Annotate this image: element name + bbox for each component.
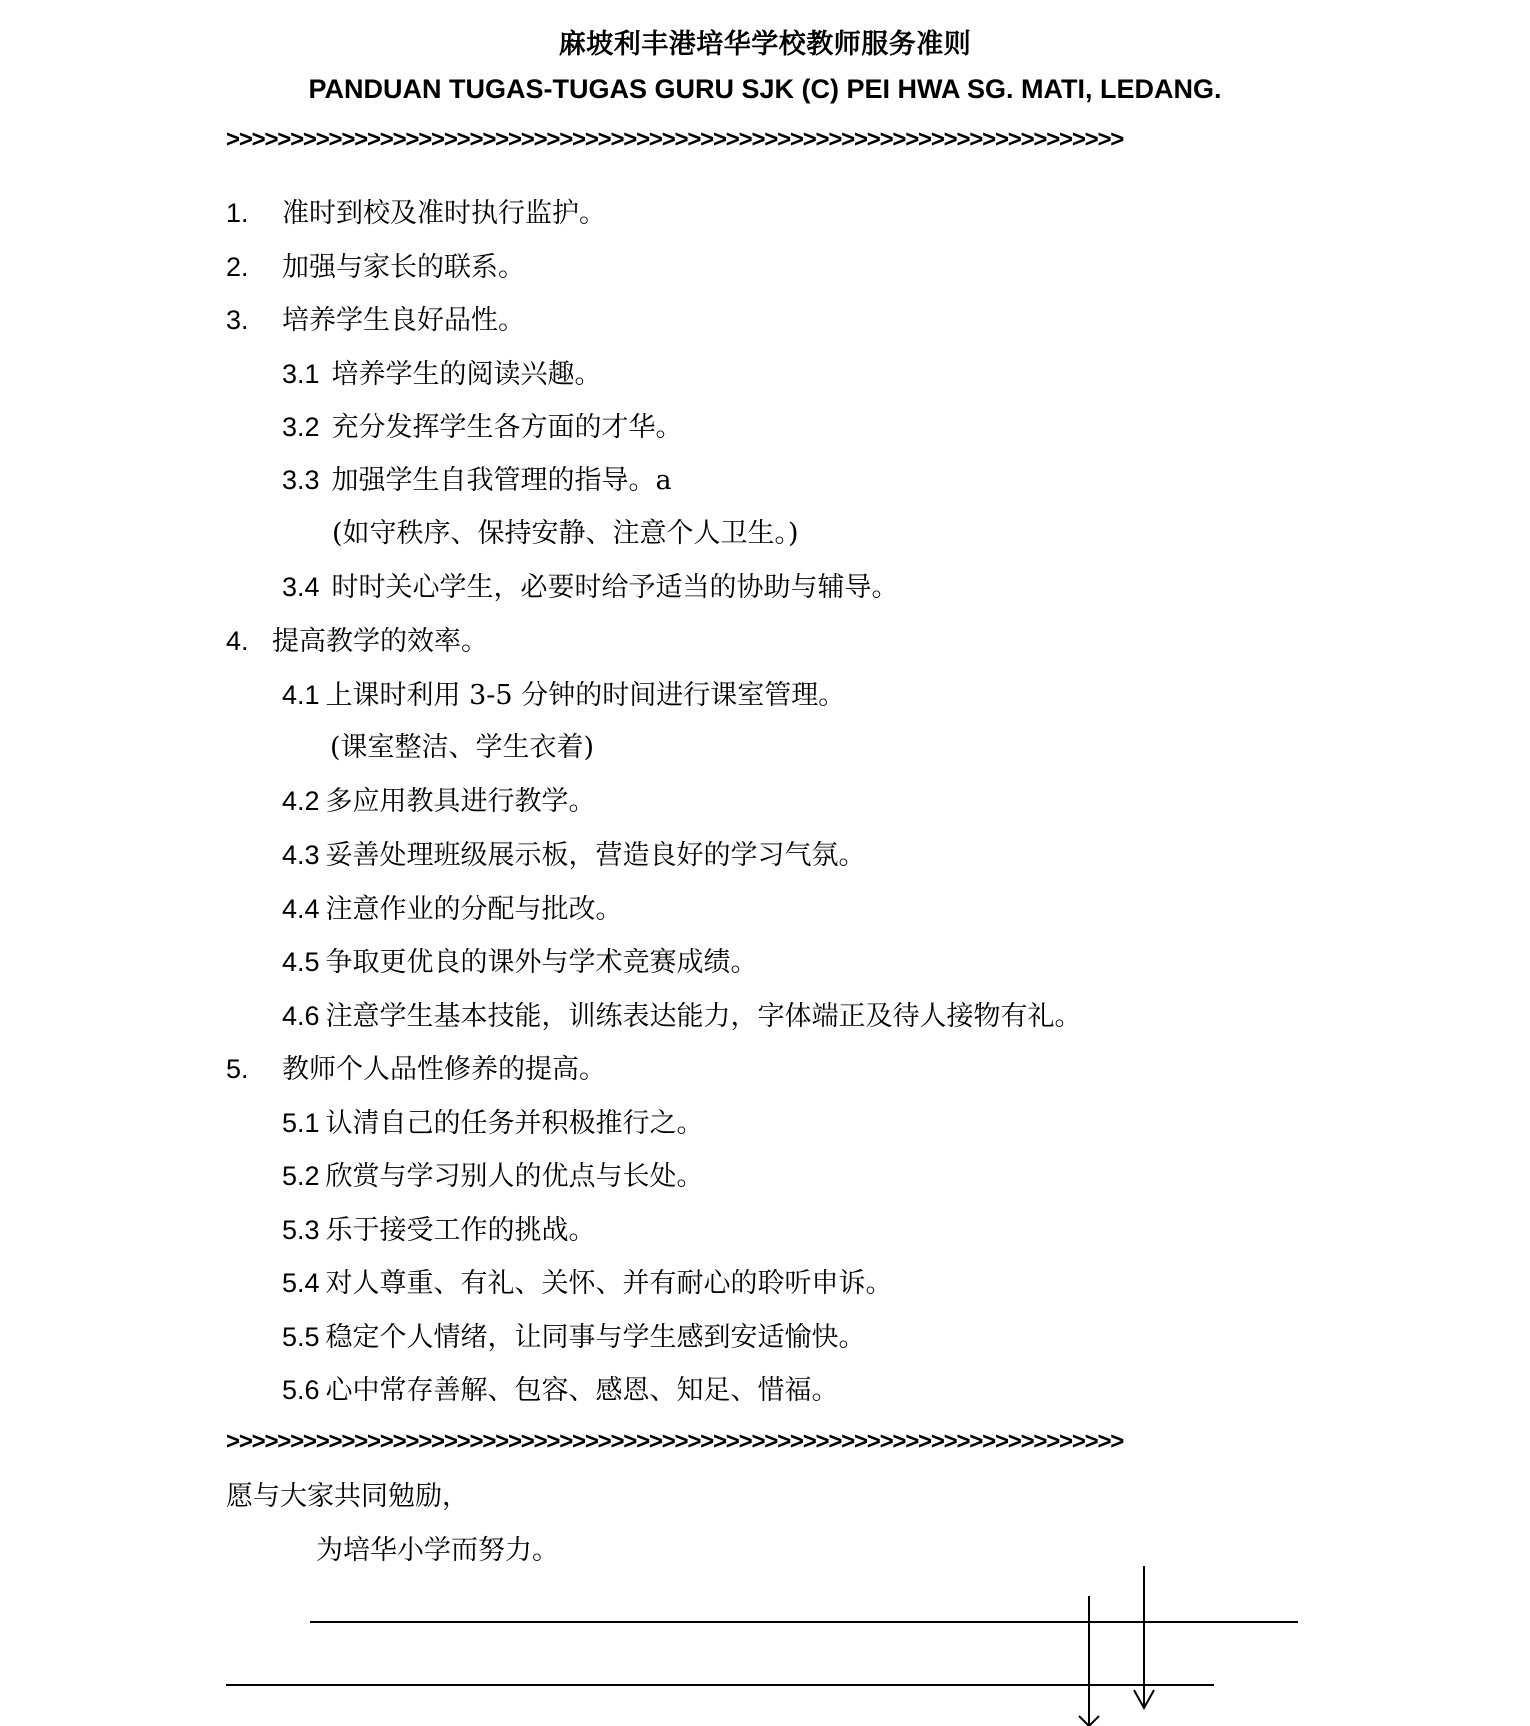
list-item [226, 624, 488, 659]
item-number: 2. [226, 252, 249, 282]
separator-bottom: >>>>>>>>>>>>>>>>>>>>>>>>>>>>>>>>>>>>>>>>>>>>>>>>>>>>>>>>>>>>>>>>>>>>>> [226, 1428, 1124, 1455]
item-number: 4.1 [282, 680, 320, 710]
item-number: 4.5 [282, 947, 320, 977]
list-item [226, 196, 606, 231]
list-item-continuation [330, 731, 594, 765]
item-text: 稳定个人情绪，让同事与学生感到安适愉快。 [325, 1322, 866, 1353]
item-number: 5.3 [282, 1215, 320, 1245]
list-item [282, 1106, 704, 1141]
item-number: 5.2 [282, 1161, 320, 1191]
list-item [282, 410, 683, 445]
item-text: 认清自己的任务并积极推行之。 [325, 1108, 704, 1139]
item-number: 4. [226, 626, 249, 656]
item-text: 注意作业的分配与批改。 [325, 894, 623, 925]
list-item [282, 357, 602, 392]
list-item [282, 838, 866, 873]
list-item [226, 250, 525, 285]
item-text: 欣赏与学习别人的优点与长处。 [325, 1161, 704, 1192]
list-item [282, 945, 758, 980]
item-number: 5.5 [282, 1322, 320, 1352]
item-number: 5. [226, 1054, 249, 1084]
item-number: 3.3 [282, 465, 320, 495]
item-text: 时时关心学生，必要时给予适当的协助与辅导。 [331, 572, 899, 603]
item-number: 3.1 [282, 359, 320, 389]
document-title-malay: PANDUAN TUGAS-TUGAS GURU SJK (C) PEI HWA SG. MATI, LEDANG. [308, 74, 1222, 104]
separator-top: >>>>>>>>>>>>>>>>>>>>>>>>>>>>>>>>>>>>>>>>>>>>>>>>>>>>>>>>>>>>>>>>>>>>>> [226, 126, 1124, 153]
list-item [282, 1320, 866, 1355]
item-text: 多应用教具进行教学。 [325, 786, 596, 817]
item-text: 对人尊重、有礼、关怀、并有耐心的聆听申诉。 [325, 1268, 893, 1299]
item-text: 妥善处理班级展示板，营造良好的学习气氛。 [325, 840, 866, 871]
closing-line-1: 愿与大家共同勉励， [226, 1481, 469, 1512]
item-number: 3. [226, 305, 249, 335]
arrow-down-icon [1079, 1716, 1099, 1726]
item-number: 3.2 [282, 412, 320, 442]
list-item [282, 1266, 893, 1301]
item-number: 5.6 [282, 1375, 320, 1405]
list-item [282, 1373, 839, 1408]
item-text: (课室整洁、学生衣着) [330, 732, 595, 763]
item-number: 4.4 [282, 894, 320, 924]
item-number: 5.1 [282, 1108, 320, 1138]
item-number: 4.6 [282, 1001, 320, 1031]
list-item [282, 678, 845, 713]
item-text: 加强学生自我管理的指导。a [331, 465, 672, 496]
list-item [282, 463, 672, 498]
item-number: 3.4 [282, 572, 320, 602]
item-text: 提高教学的效率。 [272, 626, 488, 657]
list-item [282, 892, 623, 927]
item-text: 培养学生的阅读兴趣。 [331, 359, 602, 390]
list-item [282, 570, 899, 605]
item-text: 充分发挥学生各方面的才华。 [331, 412, 683, 443]
list-item-continuation [332, 517, 799, 551]
item-number: 4.3 [282, 840, 320, 870]
list-item [226, 1052, 606, 1087]
item-number: 4.2 [282, 786, 320, 816]
list-item [282, 1159, 704, 1194]
item-text: 注意学生基本技能，训练表达能力，字体端正及待人接物有礼。 [325, 1001, 1082, 1032]
item-number: 1. [226, 198, 249, 228]
arrow-down-icon [1134, 1690, 1154, 1708]
list-item [282, 999, 1082, 1034]
item-text: 乐于接受工作的挑战。 [325, 1215, 596, 1246]
list-item [282, 784, 596, 819]
item-text: 上课时利用 3-5 分钟的时间进行课室管理。 [325, 680, 846, 711]
item-text: 争取更优良的课外与学术竞赛成绩。 [325, 947, 758, 978]
item-text: (如守秩序、保持安静、注意个人卫生。) [332, 518, 799, 549]
item-text: 培养学生良好品性。 [282, 305, 525, 336]
closing-line-2: 为培华小学而努力。 [316, 1535, 559, 1566]
item-text: 加强与家长的联系。 [282, 252, 525, 283]
item-text: 准时到校及准时执行监护。 [282, 198, 606, 229]
item-text: 教师个人品性修养的提高。 [282, 1054, 606, 1085]
document-title-chinese: 麻坡利丰港培华学校教师服务准则 [558, 29, 972, 60]
list-item [226, 303, 525, 338]
item-text: 心中常存善解、包容、感恩、知足、惜福。 [325, 1375, 839, 1406]
list-item [282, 1213, 596, 1248]
item-number: 5.4 [282, 1268, 320, 1298]
